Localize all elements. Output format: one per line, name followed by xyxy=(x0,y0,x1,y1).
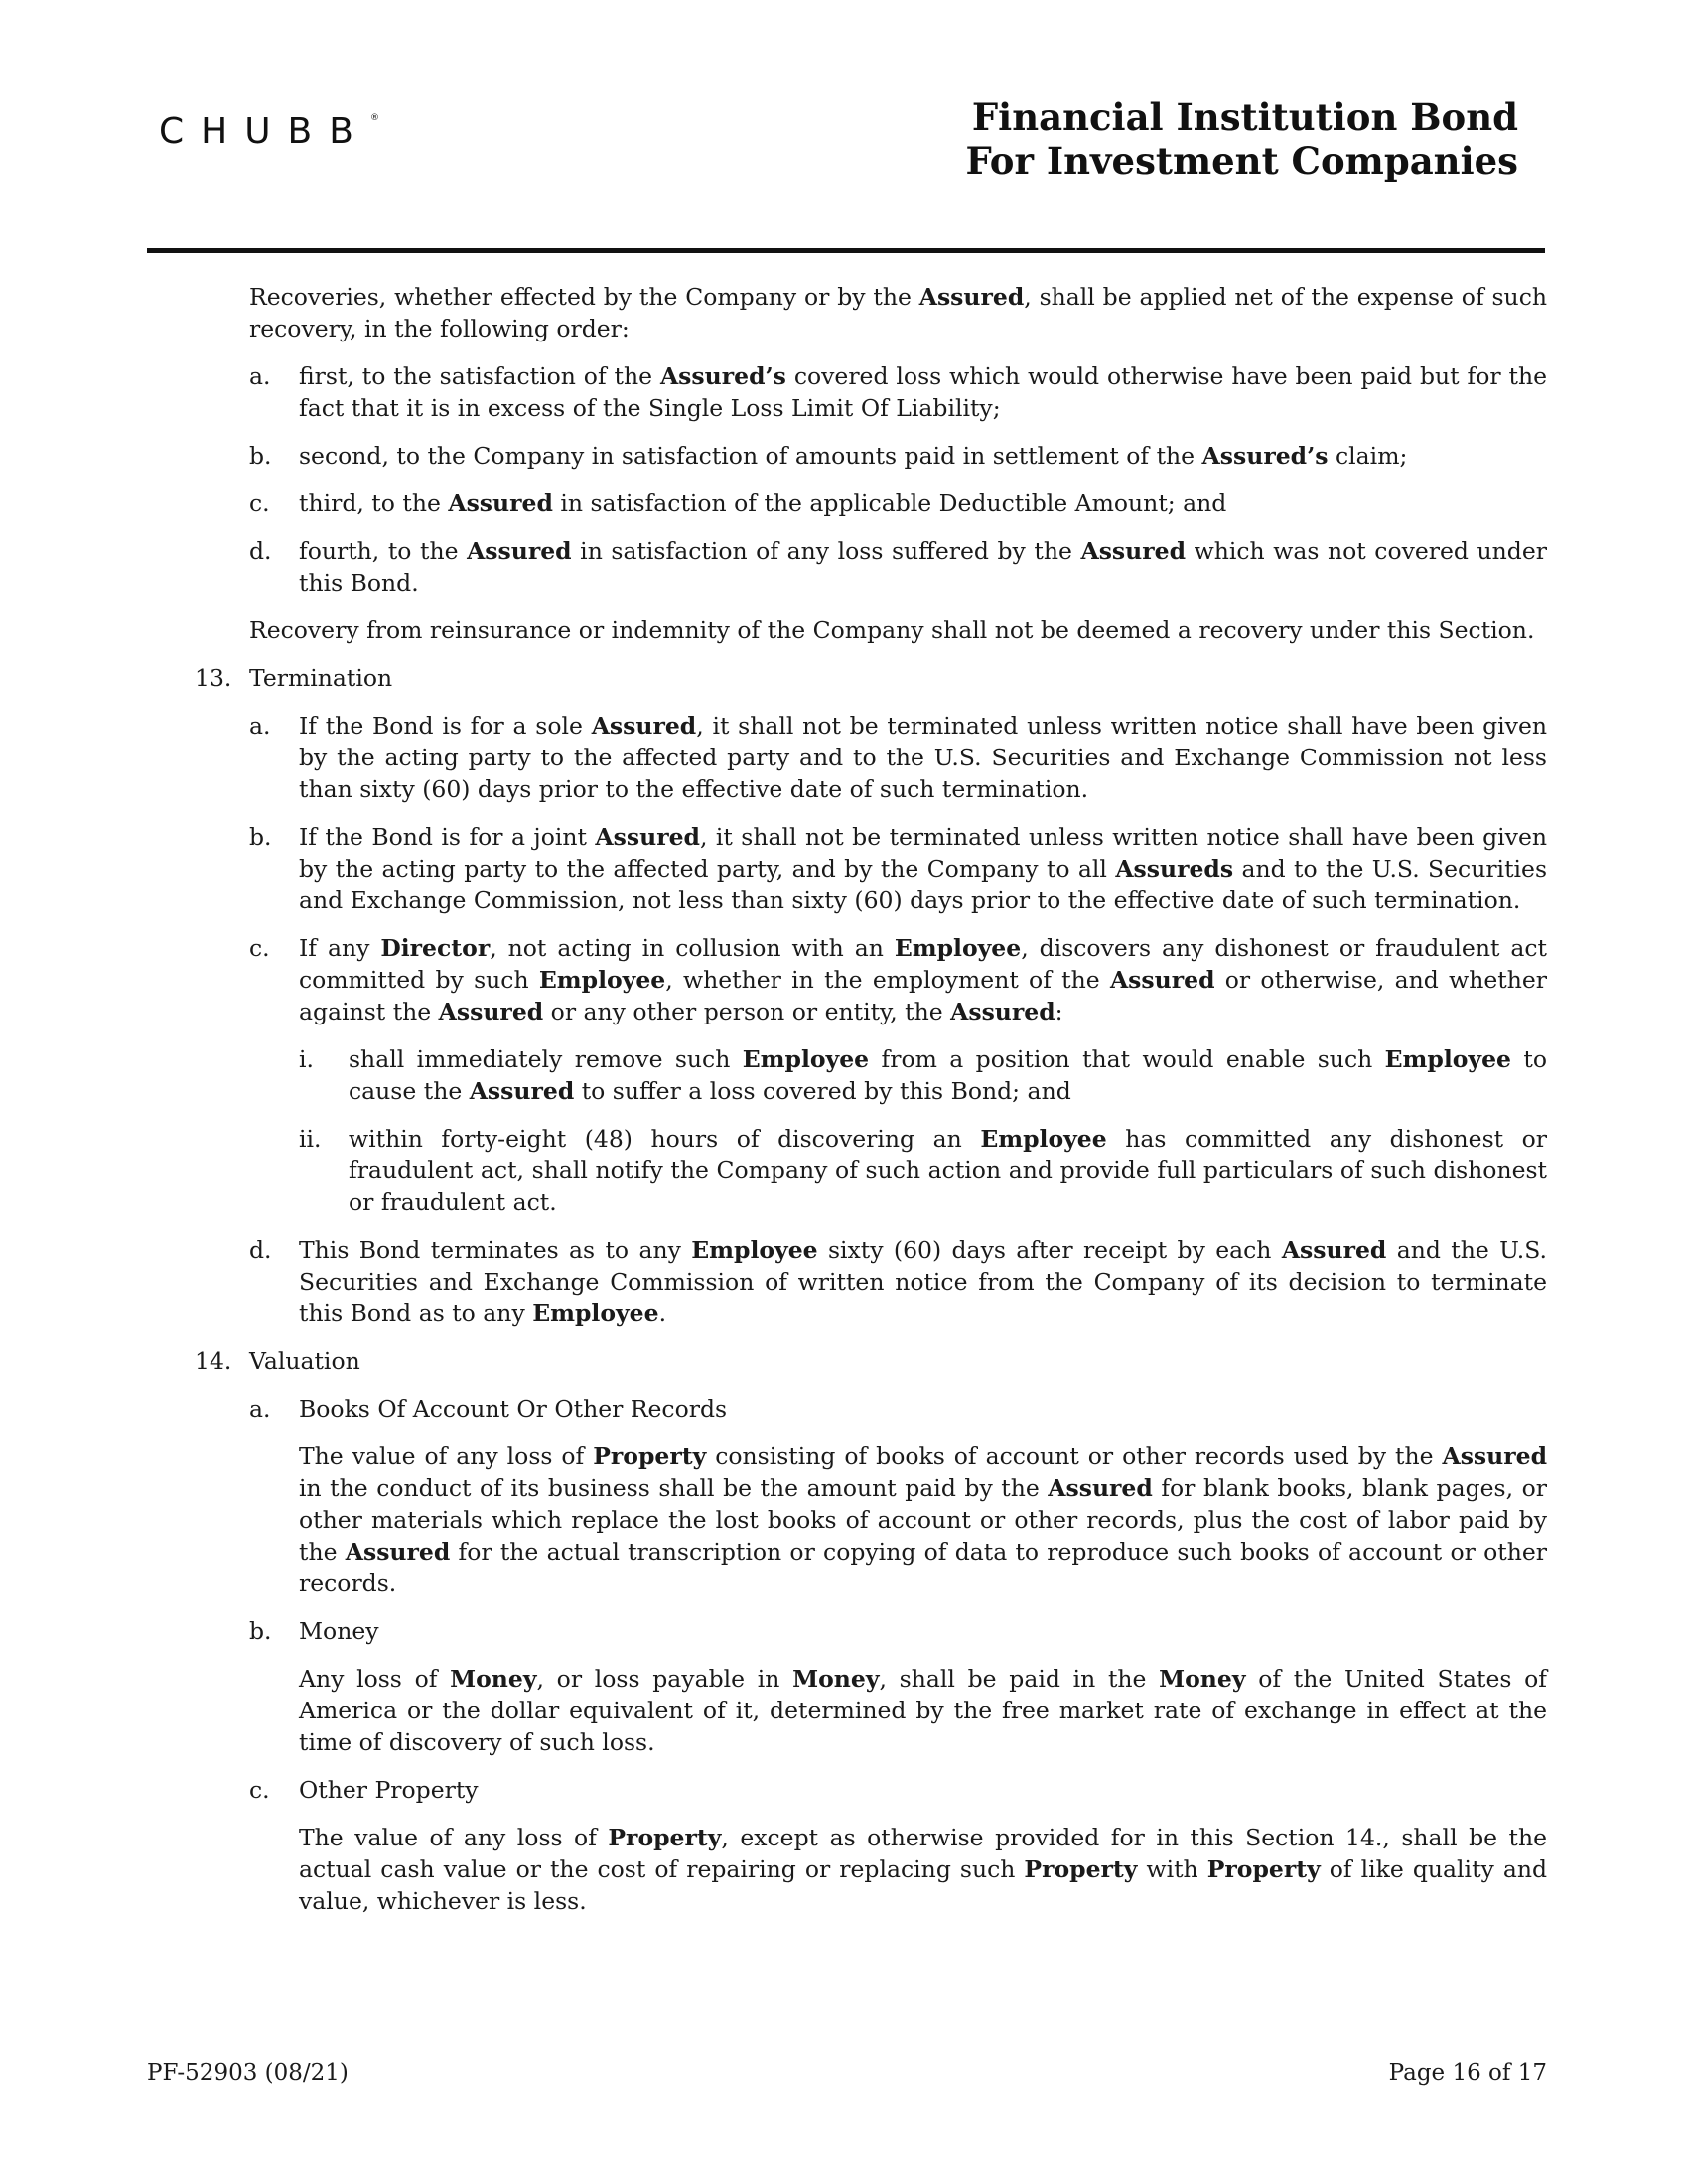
section-13-heading: 13. Termination xyxy=(195,664,393,692)
recovery-item-d: d. fourth, to the Assured in satisfaction of any loss suffered by the Assured which was not covered under this Bond. xyxy=(249,537,1547,597)
termination-item-d: d. This Bond terminates as to any Employee sixty (60) days after receipt by each Assured and the U.S. Securities and Exchange Commission of written notice from the Company of its decision to terminate this Bond as to any Employee. xyxy=(249,1236,1547,1327)
recovery-item-b: b. second, to the Company in satisfaction of amounts paid in settlement of the Assured’s claim; xyxy=(249,442,1408,470)
valuation-item-a-text: The value of any loss of Property consisting of books of account or other records used by the Assured in the conduct of its business shall be the amount paid by the Assured for blank books, blank pages, or other materials which replace the lost books of account or other records, plus the cost of labor paid by the Assured for the actual transcription or copying of data to reproduce such books of account or other records. xyxy=(299,1442,1548,1597)
termination-item-a: a. If the Bond is for a sole Assured, it shall not be terminated unless written notice shall have been given by the acting party to the affected party and to the U.S. Securities and Exchange Commission not less than sixty (60) days prior to the effective date of such termination. xyxy=(249,712,1547,803)
section-14-heading: 14. Valuation xyxy=(195,1347,360,1375)
valuation-item-c-heading: c. Other Property xyxy=(249,1776,479,1804)
termination-item-b: b. If the Bond is for a joint Assured, it shall not be terminated unless written notice shall have been given by the acting party to the affected party, and by the Company to all Assureds and to the U.S. Securities and Exchange Commission, not less than sixty (60) days prior to the effective date of such termination. xyxy=(249,823,1548,914)
reinsurance-note: Recovery from reinsurance or indemnity of the Company shall not be deemed a recovery under this Section. xyxy=(249,616,1535,644)
registered-mark: ® xyxy=(369,113,379,123)
document-title-line-2: For Investment Companies xyxy=(965,139,1518,183)
document-title xyxy=(966,95,1518,183)
recovery-item-a: a. first, to the satisfaction of the Assured’s covered loss which would otherwise have been paid but for the fact that it is in excess of the Single Loss Limit Of Liability; xyxy=(249,362,1547,422)
termination-subitem-i: i. shall immediately remove such Employee from a position that would enable such Employee to cause the Assured to suffer a loss covered by this Bond; and xyxy=(299,1045,1547,1105)
valuation-item-a-heading: a. Books Of Account Or Other Records xyxy=(249,1395,728,1423)
document-body xyxy=(147,281,1547,1933)
page-number: Page 16 of 17 xyxy=(1388,2060,1547,2086)
valuation-item-b-text: Any loss of Money, or loss payable in Money, shall be paid in the Money of the United States of America or the dollar equivalent of it, determined by the free market rate of exchange in effect at the time of discovery of such loss. xyxy=(299,1665,1548,1756)
document-title-line-1: Financial Institution Bond xyxy=(971,95,1518,139)
recovery-item-c: c. third, to the Assured in satisfaction of the applicable Deductible Amount; and xyxy=(249,489,1227,517)
termination-subitem-ii: ii. within forty-eight (48) hours of discovering an Employee has committed any dishonest or fraudulent act, shall notify the Company of such action and provide full particulars of such dishonest or fraudulent act. xyxy=(299,1125,1547,1216)
recoveries-intro: Recoveries, whether effected by the Company or by the Assured, shall be applied net of the expense of such recovery, in the following order: xyxy=(249,283,1547,342)
termination-item-c: c. If any Director, not acting in collusion with an Employee, discovers any dishonest or fraudulent act committed by such Employee, whether in the employment of the Assured or otherwise, and whether against the Assured or any other person or entity, the Assured: xyxy=(249,934,1548,1025)
chubb-logo: CHUBB® xyxy=(159,111,379,152)
valuation-item-c-text: The value of any loss of Property, except as otherwise provided for in this Section 14., shall be the actual cash value or the cost of repairing or replacing such Property with Property of like quality and value, whichever is less. xyxy=(299,1824,1548,1915)
header-divider xyxy=(147,248,1545,253)
form-number: PF-52903 (08/21) xyxy=(147,2060,349,2086)
valuation-item-b-heading: b. Money xyxy=(249,1617,379,1645)
